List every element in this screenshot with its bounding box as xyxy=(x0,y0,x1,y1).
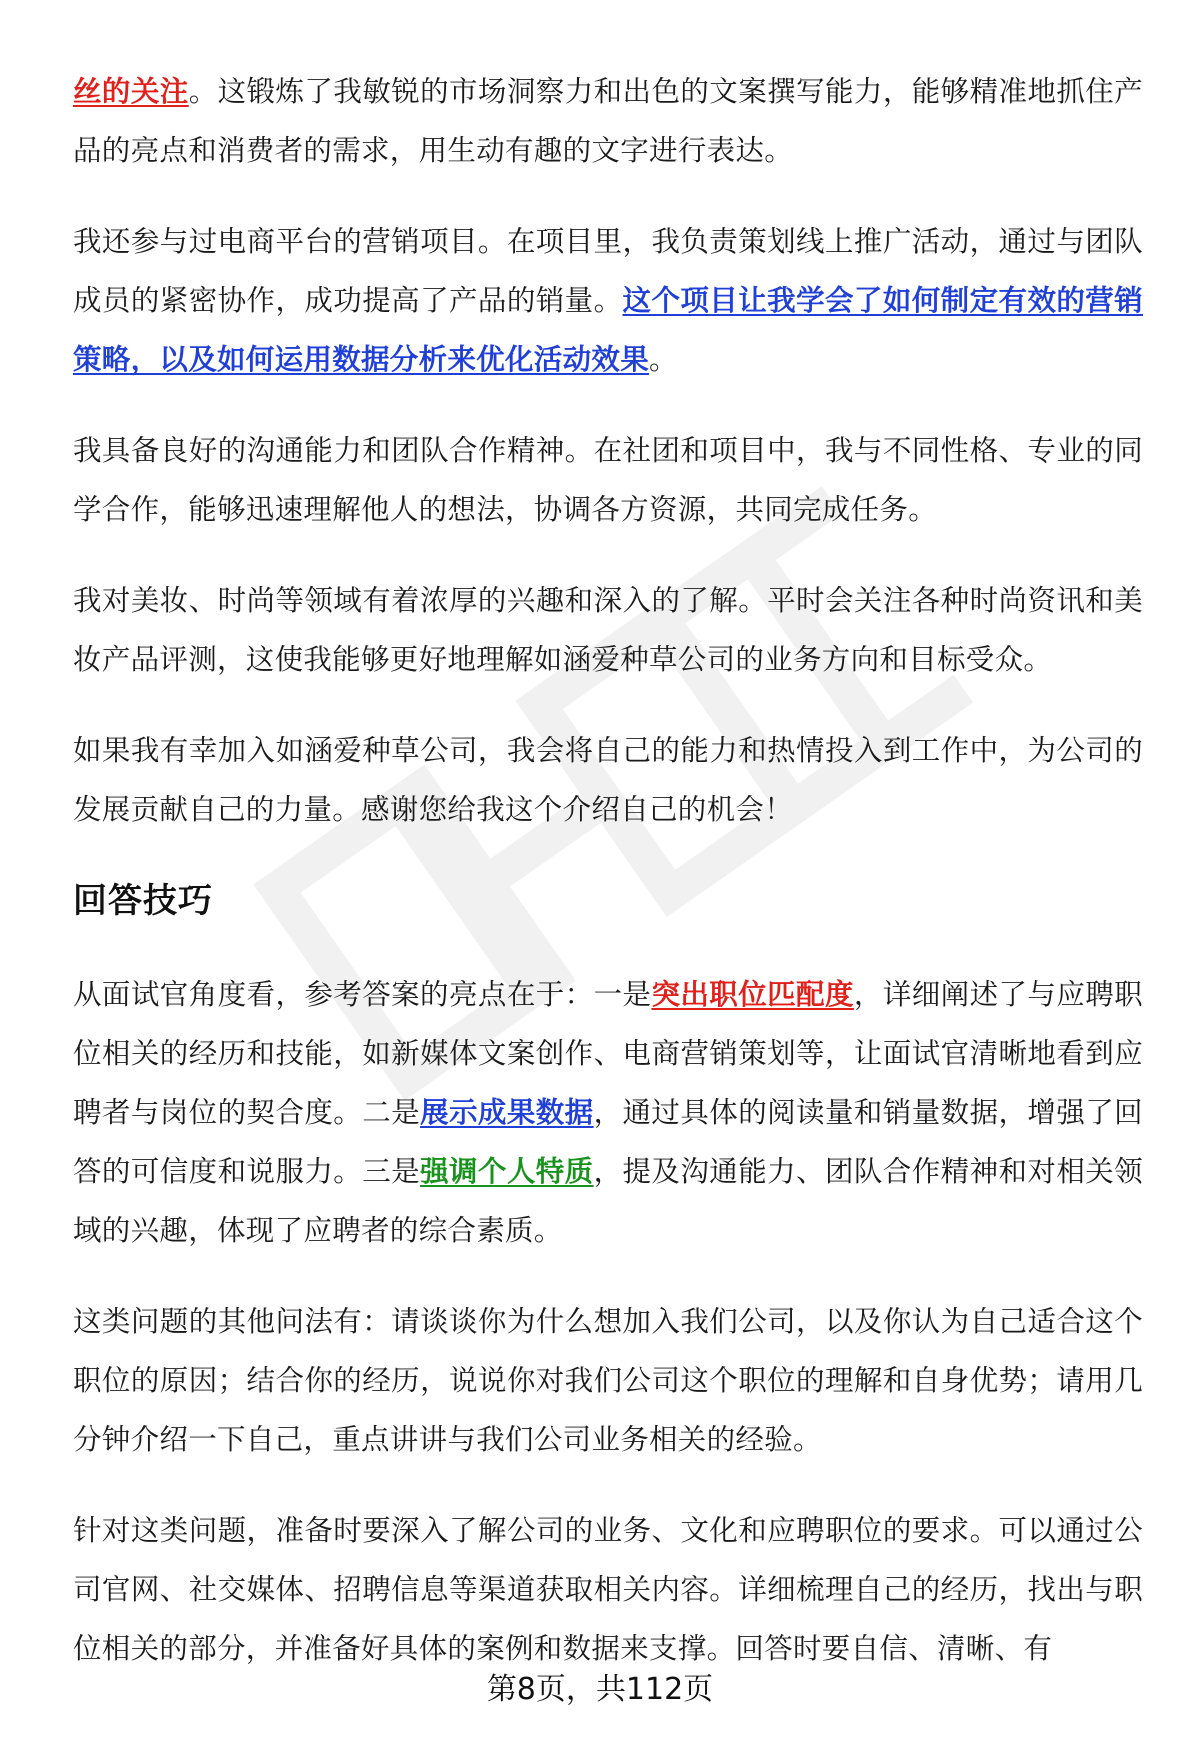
text-segment: 我对美妆、时尚等领域有着浓厚的兴趣和深入的了解。平时会关注各种时尚资讯和美妆产品评测，这使我能够更好地理解如涵爱种草公司的业务方向和目标受众。 xyxy=(73,584,1143,676)
text-segment: 。 xyxy=(649,343,678,376)
text-segment: 这类问题的其他问法有：请谈谈你为什么想加入我们公司，以及你认为自己适合这个职位的原因；结合你的经历，说说你对我们公司这个职位的理解和自身优势；请用几分钟介绍一下自己，重点讲讲与我们公司业务相关的经验。 xyxy=(73,1305,1143,1456)
paragraph xyxy=(73,721,1143,839)
text-segment: 从面试官角度看，参考答案的亮点在于：一是 xyxy=(73,978,652,1011)
paragraph xyxy=(73,1292,1143,1469)
text-segment: ，详细阐述了与应聘职位相关的经历和技能，如新媒体文案创作、电商营销策划等，让面试官清晰地看到应聘者与岗位的契合度。二是 xyxy=(73,978,1143,1129)
paragraph xyxy=(73,212,1143,389)
tips-body xyxy=(73,965,1143,1678)
text-segment: 我具备良好的沟通能力和团队合作精神。在社团和项目中，我与不同性格、专业的同学合作，能够迅速理解他人的想法，协调各方资源，共同完成任务。 xyxy=(73,434,1143,526)
text-segment: ，通过具体的阅读量和销量数据，增强了回答的可信度和说服力。三是 xyxy=(73,1096,1143,1188)
text-segment: 。这锻炼了我敏锐的市场洞察力和出色的文案撰写能力，能够精准地抓住产品的亮点和消费者的需求，用生动有趣的文字进行表达。 xyxy=(73,75,1144,167)
highlighted-phrase: 突出职位匹配度 xyxy=(651,978,854,1011)
text-segment: ，提及沟通能力、团队合作精神和对相关领域的兴趣，体现了应聘者的综合素质。 xyxy=(73,1155,1143,1247)
text-segment: 如果我有幸加入如涵爱种草公司，我会将自己的能力和热情投入到工作中，为公司的发展贡献自己的力量。感谢您给我这个介绍自己的机会！ xyxy=(73,734,1143,826)
paragraph xyxy=(73,1501,1143,1678)
highlighted-phrase: 丝的关注 xyxy=(73,75,189,108)
paragraph xyxy=(73,421,1143,539)
highlighted-phrase: 展示成果数据 xyxy=(420,1096,594,1129)
paragraph xyxy=(73,62,1143,180)
document-page xyxy=(73,62,1143,1710)
page-number-footer: 第8页，共112页 xyxy=(486,1672,714,1707)
answer-body xyxy=(73,62,1143,839)
highlighted-phrase: 强调个人特质 xyxy=(420,1155,594,1188)
paragraph xyxy=(73,571,1143,689)
section-heading: 回答技巧 xyxy=(73,881,213,921)
highlighted-phrase: 这个项目让我学会了如何制定有效的营销策略，以及如何运用数据分析来优化活动效果 xyxy=(73,284,1144,376)
text-segment: 针对这类问题，准备时要深入了解公司的业务、文化和应聘职位的要求。可以通过公司官网、社交媒体、招聘信息等渠道获取相关内容。详细梳理自己的经历，找出与职位相关的部分，并准备好具体的案例和数据来支撑。回答时要自信、清晰、有 xyxy=(73,1514,1143,1665)
paragraph xyxy=(73,965,1143,1260)
text-segment: 我还参与过电商平台的营销项目。在项目里，我负责策划线上推广活动，通过与团队成员的紧密协作，成功提高了产品的销量。 xyxy=(73,225,1143,317)
